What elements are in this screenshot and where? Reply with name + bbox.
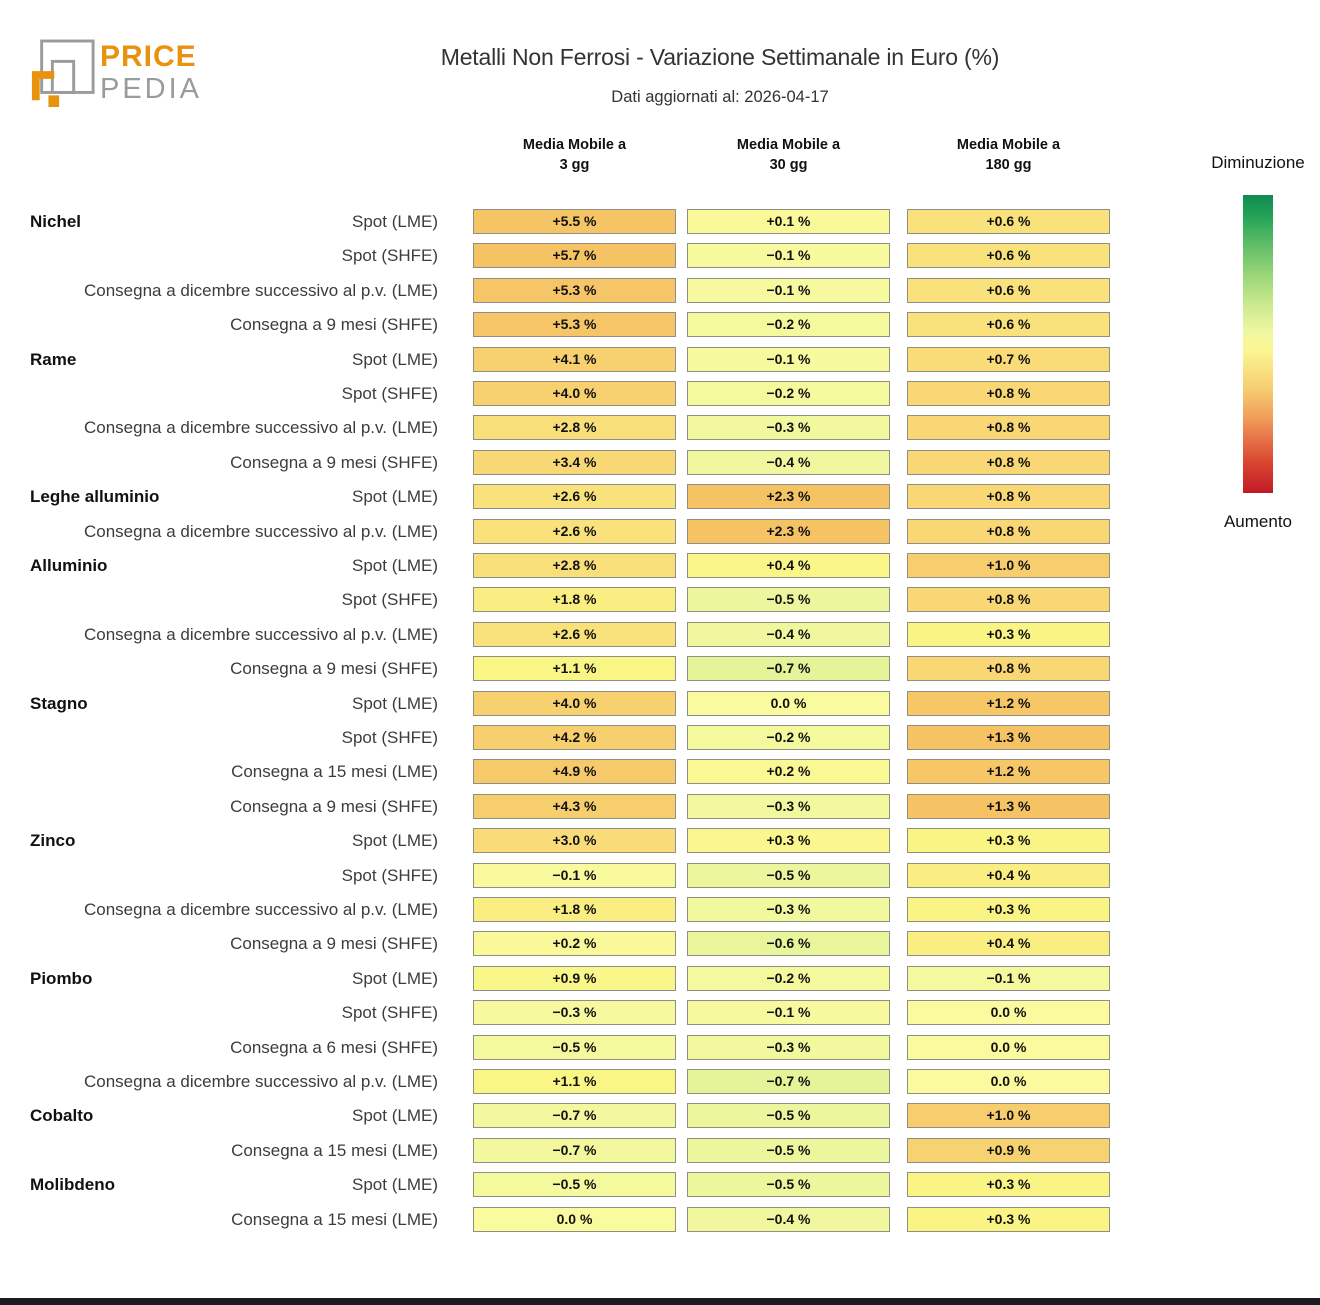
heatmap-cell: −0.5 % xyxy=(687,587,890,612)
heatmap-cell: −0.1 % xyxy=(687,243,890,268)
heatmap-cell: 0.0 % xyxy=(687,691,890,716)
heatmap-cell: +0.8 % xyxy=(907,450,1110,475)
heatmap-cell: +0.8 % xyxy=(907,415,1110,440)
heatmap-cell: +0.3 % xyxy=(907,622,1110,647)
row-label: Consegna a dicembre successivo al p.v. (LME) xyxy=(83,280,438,300)
heatmap-cell: +1.3 % xyxy=(907,794,1110,819)
metal-label-piombo: Piombo xyxy=(30,968,93,988)
heatmap-cell: −0.3 % xyxy=(687,897,890,922)
heatmap-cell: +0.3 % xyxy=(907,828,1110,853)
heatmap-cell: −0.2 % xyxy=(687,381,890,406)
heatmap-cell: −0.3 % xyxy=(473,1000,676,1025)
row-label: Consegna a dicembre successivo al p.v. (LME) xyxy=(83,1072,438,1091)
row-label: Consegna a dicembre successivo al p.v. (LME) xyxy=(83,900,438,919)
row-label: Consegna a 9 mesi (SHFE) xyxy=(230,452,438,472)
heatmap-cell: +5.7 % xyxy=(473,243,676,268)
heatmap-cell: −0.4 % xyxy=(687,622,890,647)
heatmap-cell: −0.7 % xyxy=(687,1069,890,1094)
column-header-3-gg: Media Mobile a 3 gg xyxy=(522,137,627,173)
heatmap-cell: +5.3 % xyxy=(473,312,676,337)
row-label: Spot (LME) xyxy=(352,556,438,575)
row-label: Spot (SHFE) xyxy=(341,384,438,403)
heatmap-cell: +2.6 % xyxy=(473,484,676,509)
legend-gradient xyxy=(1243,195,1273,493)
row-label: Spot (SHFE) xyxy=(341,246,438,266)
metal-label-nichel: Nichel xyxy=(30,212,82,231)
pricepedia-logo-icon xyxy=(30,38,96,110)
heatmap-cell: −0.1 % xyxy=(687,278,890,303)
heatmap-cell: −0.2 % xyxy=(687,966,890,991)
row-label: Spot (LME) xyxy=(352,349,438,369)
heatmap-cell: −0.5 % xyxy=(687,1103,890,1128)
heatmap-cell: +3.4 % xyxy=(473,450,676,475)
heatmap-cell: +2.8 % xyxy=(473,415,676,440)
heatmap-cell: −0.7 % xyxy=(687,656,890,681)
row-label: Spot (LME) xyxy=(352,487,438,507)
bottom-window-edge xyxy=(0,1298,1320,1305)
metal-label-leghe-alluminio: Leghe alluminio xyxy=(30,487,160,507)
heatmap-cell: +0.8 % xyxy=(907,484,1110,509)
heatmap-cell: +2.6 % xyxy=(473,519,676,544)
row-label: Consegna a 9 mesi (SHFE) xyxy=(230,934,438,954)
heatmap-cell: +1.1 % xyxy=(473,1069,676,1094)
row-label: Consegna a dicembre successivo al p.v. (LME) xyxy=(83,624,438,644)
heatmap-cell: +0.3 % xyxy=(687,828,890,853)
heatmap-cell: +4.3 % xyxy=(473,794,676,819)
metal-label-stagno: Stagno xyxy=(30,693,88,713)
heatmap-cell: +4.0 % xyxy=(473,381,676,406)
heatmap-cell: −0.3 % xyxy=(687,1035,890,1060)
metal-label-rame: Rame xyxy=(30,349,77,369)
pricepedia-wordmark xyxy=(100,42,202,104)
row-label: Consegna a 9 mesi (SHFE) xyxy=(230,315,438,335)
heatmap-cell: −0.6 % xyxy=(687,931,890,956)
heatmap-cell: +1.3 % xyxy=(907,725,1110,750)
heatmap-cell: +0.3 % xyxy=(907,1172,1110,1197)
row-label: Consegna a 9 mesi (SHFE) xyxy=(230,659,438,679)
row-label: Spot (LME) xyxy=(352,212,438,231)
heatmap-cell: +1.2 % xyxy=(907,759,1110,784)
heatmap-cell: +5.5 % xyxy=(473,209,676,234)
row-label: Consegna a 9 mesi (SHFE) xyxy=(230,796,438,816)
heatmap-cell: −0.7 % xyxy=(473,1103,676,1128)
row-label: Spot (LME) xyxy=(352,968,438,988)
heatmap-cell: +5.3 % xyxy=(473,278,676,303)
column-header-30-gg: Media Mobile a 30 gg xyxy=(736,137,841,173)
row-label: Consegna a 15 mesi (LME) xyxy=(231,1140,438,1160)
heatmap-cell: +1.8 % xyxy=(473,897,676,922)
heatmap-cell: +0.4 % xyxy=(687,553,890,578)
heatmap-cell: +0.7 % xyxy=(907,347,1110,372)
heatmap-cell: −0.2 % xyxy=(687,725,890,750)
heatmap-cell: −0.7 % xyxy=(473,1138,676,1163)
heatmap-cell: −0.1 % xyxy=(687,347,890,372)
metal-label-molibdeno: Molibdeno xyxy=(30,1175,115,1195)
column-header-180-gg: Media Mobile a 180 gg xyxy=(956,137,1061,173)
heatmap-cell: −0.2 % xyxy=(687,312,890,337)
row-label: Spot (SHFE) xyxy=(341,728,438,747)
metal-label-cobalto: Cobalto xyxy=(30,1106,94,1126)
brand-price: PRICE xyxy=(100,40,197,73)
heatmap-cell: +0.9 % xyxy=(907,1138,1110,1163)
heatmap-cell: +0.2 % xyxy=(473,931,676,956)
row-label: Consegna a dicembre successivo al p.v. (LME) xyxy=(83,418,438,438)
heatmap-cell: +1.0 % xyxy=(907,553,1110,578)
heatmap-cell: +2.3 % xyxy=(687,519,890,544)
legend-label-aumento: Aumento xyxy=(1223,512,1293,531)
row-label: Spot (LME) xyxy=(352,1175,438,1195)
heatmap-cell: +2.3 % xyxy=(687,484,890,509)
heatmap-cell: +1.1 % xyxy=(473,656,676,681)
heatmap-cell: +4.2 % xyxy=(473,725,676,750)
heatmap-cell: +0.6 % xyxy=(907,312,1110,337)
heatmap-cell: 0.0 % xyxy=(907,1000,1110,1025)
heatmap-cell: +4.0 % xyxy=(473,691,676,716)
brand-pedia: PEDIA xyxy=(100,73,203,105)
heatmap-cell: +0.8 % xyxy=(907,656,1110,681)
heatmap-cell: +2.6 % xyxy=(473,622,676,647)
heatmap-cell: −0.1 % xyxy=(473,863,676,888)
heatmap-cell: +0.1 % xyxy=(687,209,890,234)
row-label: Consegna a 6 mesi (SHFE) xyxy=(230,1037,438,1057)
heatmap-cell: −0.1 % xyxy=(907,966,1110,991)
heatmap-cell: +0.9 % xyxy=(473,966,676,991)
heatmap-cell: +4.9 % xyxy=(473,759,676,784)
heatmap-cell: 0.0 % xyxy=(907,1069,1110,1094)
row-label: Spot (LME) xyxy=(352,693,438,713)
heatmap-cell: −0.5 % xyxy=(473,1035,676,1060)
heatmap-cell: +1.0 % xyxy=(907,1103,1110,1128)
heatmap-cell: +1.2 % xyxy=(907,691,1110,716)
row-label: Consegna a 15 mesi (LME) xyxy=(231,762,438,782)
metal-label-alluminio: Alluminio xyxy=(30,556,108,575)
heatmap-cell: +0.6 % xyxy=(907,209,1110,234)
heatmap-cell: +0.6 % xyxy=(907,278,1110,303)
heatmap-cell: +0.3 % xyxy=(907,897,1110,922)
row-label: Spot (SHFE) xyxy=(341,590,438,610)
legend-label-diminuzione: Diminuzione xyxy=(1211,153,1305,172)
heatmap-cell: +3.0 % xyxy=(473,828,676,853)
heatmap-cell: −0.5 % xyxy=(473,1172,676,1197)
heatmap-cell: +0.2 % xyxy=(687,759,890,784)
heatmap-cell: +0.8 % xyxy=(907,587,1110,612)
row-label: Spot (LME) xyxy=(352,1106,438,1126)
heatmap-cell: −0.3 % xyxy=(687,794,890,819)
row-label: Consegna a 15 mesi (LME) xyxy=(231,1209,438,1229)
heatmap-cell: +1.8 % xyxy=(473,587,676,612)
heatmap-cell: −0.5 % xyxy=(687,1138,890,1163)
heatmap-cell: −0.5 % xyxy=(687,1172,890,1197)
heatmap-cell: −0.4 % xyxy=(687,1207,890,1232)
page-title: Metalli Non Ferrosi - Variazione Settimanale in Euro (%) xyxy=(440,44,1000,70)
page-subtitle: Dati aggiornati al: 2026-04-17 xyxy=(611,88,829,106)
heatmap-cell: −0.5 % xyxy=(687,863,890,888)
heatmap-cell: −0.3 % xyxy=(687,415,890,440)
heatmap-cell: −0.4 % xyxy=(687,450,890,475)
heatmap-cell: +0.8 % xyxy=(907,381,1110,406)
row-label: Spot (LME) xyxy=(352,831,438,851)
row-label: Spot (SHFE) xyxy=(341,1003,438,1023)
heatmap-cell: 0.0 % xyxy=(473,1207,676,1232)
row-label: Consegna a dicembre successivo al p.v. (LME) xyxy=(83,521,438,541)
heatmap-cell: +2.8 % xyxy=(473,553,676,578)
heatmap-cell: +0.6 % xyxy=(907,243,1110,268)
heatmap-cell: 0.0 % xyxy=(907,1035,1110,1060)
heatmap-cell: +0.4 % xyxy=(907,931,1110,956)
heatmap-cell: +0.8 % xyxy=(907,519,1110,544)
heatmap-cell: +0.4 % xyxy=(907,863,1110,888)
heatmap-cell: −0.1 % xyxy=(687,1000,890,1025)
heatmap-cell: +0.3 % xyxy=(907,1207,1110,1232)
metal-label-zinco: Zinco xyxy=(30,831,76,851)
heatmap-cell: +4.1 % xyxy=(473,347,676,372)
row-label: Spot (SHFE) xyxy=(341,865,438,885)
